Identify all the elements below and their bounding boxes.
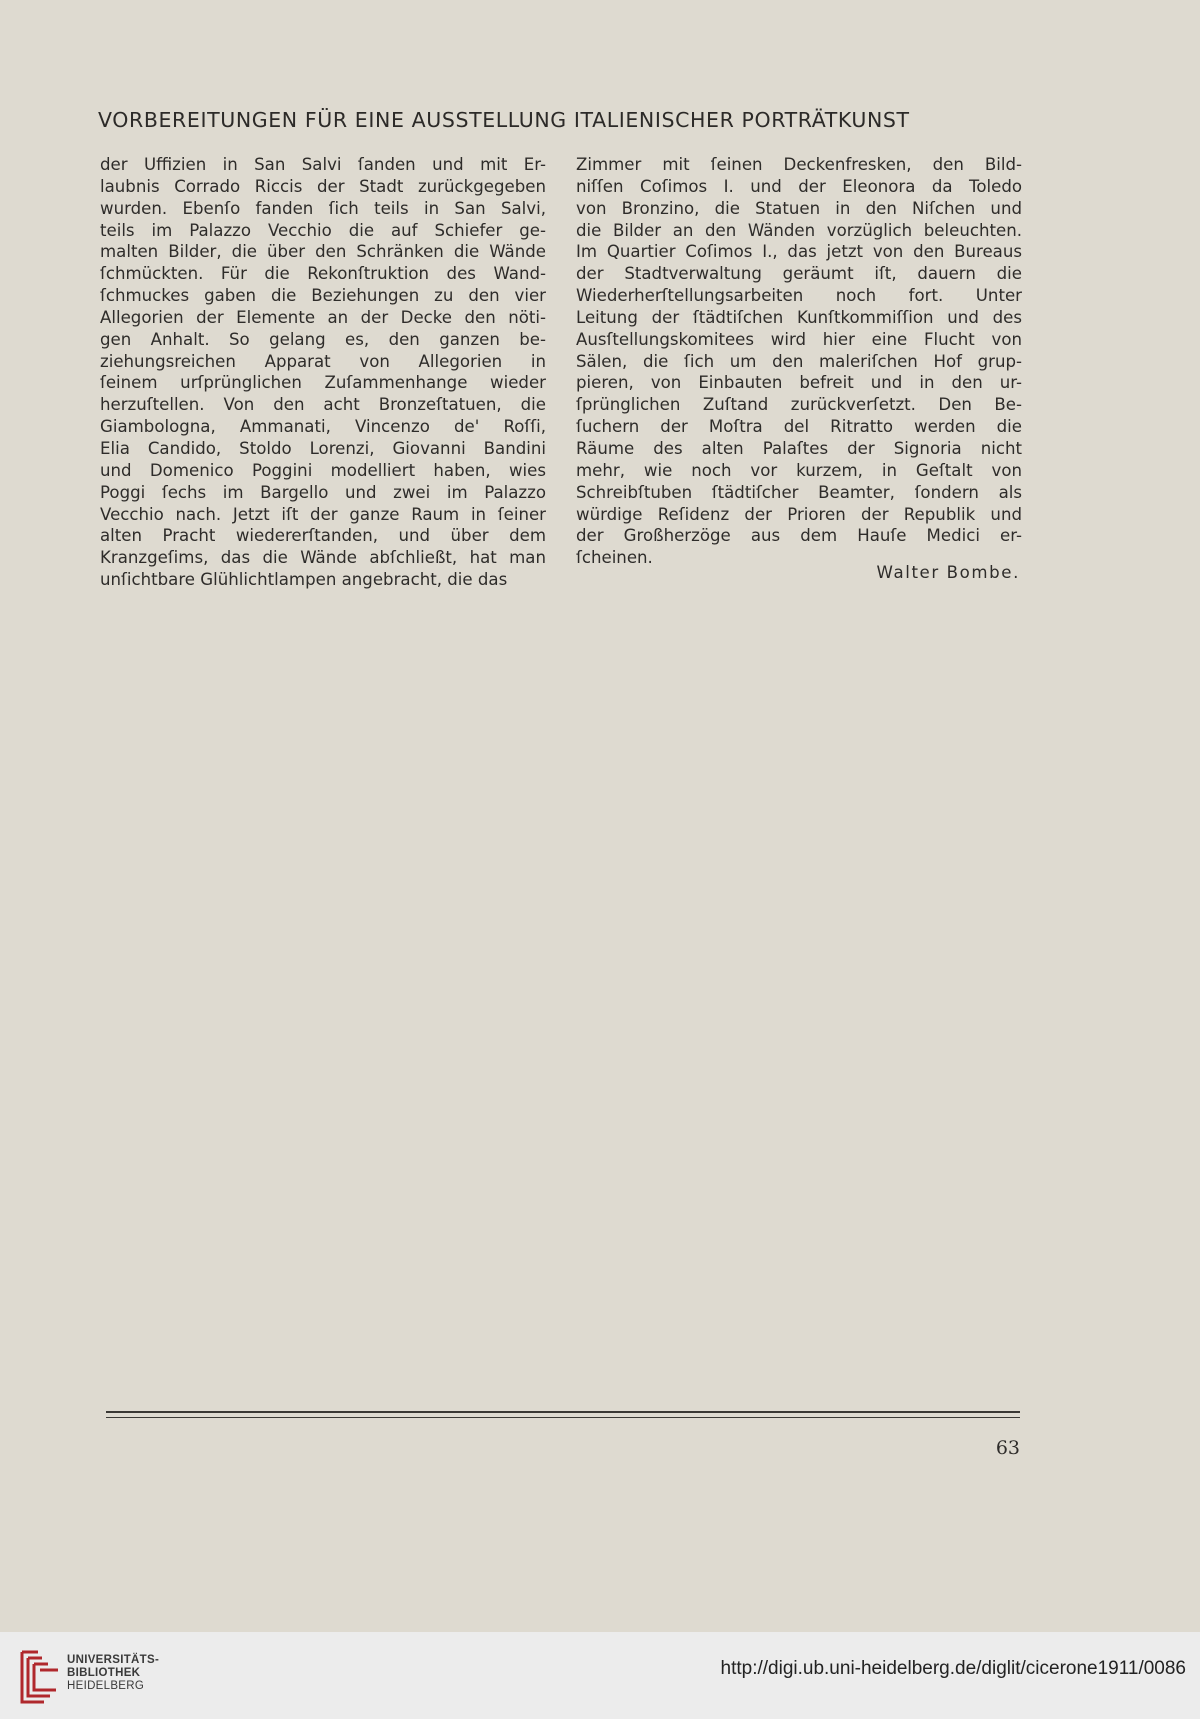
text-line: ſeinem urſprünglichen Zuſammenhange wieder <box>100 373 546 393</box>
text-line: Wiederherſtellungsarbeiten noch fort. Unter <box>576 286 1022 306</box>
left-column <box>100 154 546 591</box>
text-line: der Großherzöge aus dem Hauſe Medici er- <box>576 526 1022 546</box>
text-line: ziehungsreichen Apparat von Allegorien in <box>100 351 546 371</box>
text-line: ſcheinen. <box>576 548 653 568</box>
library-name <box>67 1654 159 1693</box>
text-line: malten Bilder, die über den Schränken die Wände <box>100 242 546 262</box>
text-line: Allegorien der Elemente an der Decke den nöti- <box>100 307 546 327</box>
text-line: ſprünglichen Zuſtand zurückverſetzt. Den Be- <box>576 395 1022 415</box>
source-url-link[interactable]: http://digi.ub.uni-heidelberg.de/diglit/cicerone1911/0086 <box>720 1658 1186 1679</box>
text-line: die Bilder an den Wänden vorzüglich beleuchten. <box>576 220 1022 240</box>
text-line: teils im Palazzo Vecchio die auf Schiefer ge- <box>100 220 546 240</box>
footer-rule-thin <box>106 1417 1020 1418</box>
text-line: Leitung der ſtädtiſchen Kunſtkommiſſion und des <box>576 307 1022 327</box>
footer-rule-thick <box>106 1411 1020 1413</box>
text-line: niſſen Coſimos I. und der Eleonora da Toledo <box>576 176 1022 196</box>
text-line: Sälen, die ſich um den maleriſchen Hof grup- <box>576 351 1022 371</box>
running-head: VORBEREITUNGEN FÜR EINE AUSSTELLUNG ITALIENISCHER PORTRÄTKUNST <box>98 108 910 132</box>
text-line: Ausſtellungskomitees wird hier eine Flucht von <box>576 329 1022 349</box>
text-line: Zimmer mit ſeinen Deckenfresken, den Bild- <box>576 155 1022 174</box>
text-line: ſchmückten. Für die Rekonſtruktion des Wand- <box>100 264 546 284</box>
text-line: Im Quartier Coſimos I., das jetzt von den Bureaus <box>576 242 1022 262</box>
text-line: unſichtbare Glühlichtlampen angebracht, die das <box>100 570 508 590</box>
library-name-line1: UNIVERSITÄTS- <box>67 1654 160 1666</box>
page-number: 63 <box>995 1437 1020 1459</box>
text-line: wurden. Ebenſo fanden ſich teils in San Salvi, <box>100 198 546 218</box>
digitization-footer <box>0 1632 1200 1719</box>
library-name-line2: BIBLIOTHEK <box>67 1667 141 1679</box>
text-line: laubnis Corrado Riccis der Stadt zurückgegeben <box>100 176 546 196</box>
text-line: Elia Candido, Stoldo Lorenzi, Giovanni Bandini <box>100 438 546 458</box>
text-line: ſuchern der Moſtra del Ritratto werden die <box>576 417 1022 437</box>
text-line: mehr, wie noch vor kurzem, in Geſtalt von <box>576 460 1022 480</box>
text-line: herzuſtellen. Von den acht Bronzeſtatuen, die <box>100 395 546 415</box>
text-line: gen Anhalt. So gelang es, den ganzen be- <box>100 329 546 349</box>
text-line: Giambologna, Ammanati, Vincenzo de' Roſſi, <box>100 417 546 437</box>
text-line: pieren, von Einbauten befreit und in den ur- <box>576 373 1022 393</box>
text-line: Vecchio nach. Jetzt iſt der ganze Raum in ſeiner <box>100 504 546 524</box>
text-line: Räume des alten Palaſtes der Signoria nicht <box>576 438 1022 458</box>
text-line: ſchmuckes gaben die Beziehungen zu den vier <box>100 286 546 306</box>
text-line: und Domenico Poggini modelliert haben, wies <box>100 460 546 480</box>
text-line: würdige Reſidenz der Prioren der Republik und <box>576 504 1022 524</box>
text-line: von Bronzino, die Statuen in den Niſchen und <box>576 198 1022 218</box>
text-line: der Uffizien in San Salvi ſanden und mit Er- <box>100 155 546 174</box>
text-line: Schreibſtuben ſtädtiſcher Beamter, ſondern als <box>576 482 1022 502</box>
library-name-line3: HEIDELBERG <box>67 1680 145 1692</box>
library-logo-icon <box>18 1646 62 1706</box>
text-line: Kranzgeſims, das die Wände abſchließt, hat man <box>100 548 546 568</box>
text-line: alten Pracht wiedererſtanden, und über dem <box>100 526 546 546</box>
author-signature: Walter Bombe. <box>876 563 1020 582</box>
text-line: Poggi ſechs im Bargello und zwei im Palazzo <box>100 482 546 502</box>
right-column <box>576 154 1022 569</box>
text-line: der Stadtverwaltung geräumt iſt, dauern die <box>576 264 1022 284</box>
